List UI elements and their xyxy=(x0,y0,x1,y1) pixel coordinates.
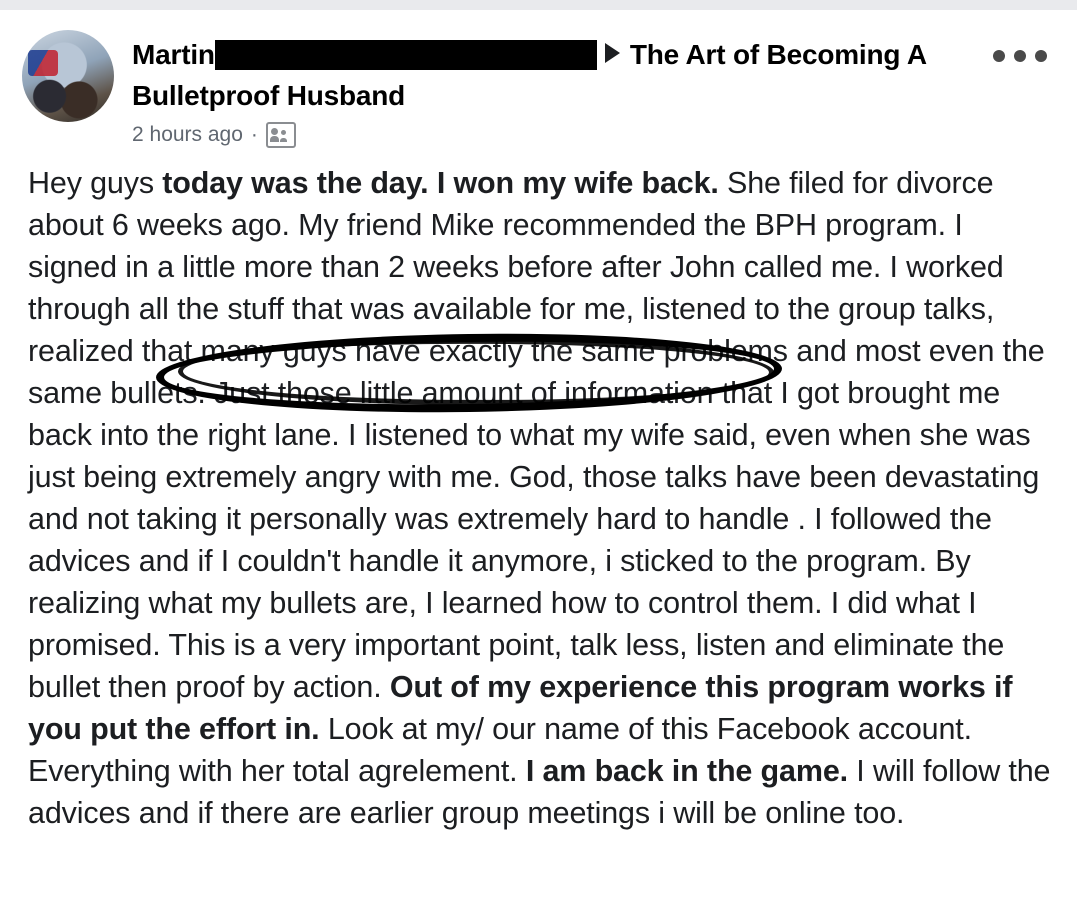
post-body-segment-4: I will follow the advices and if there are earlier group meetings i will be online too. xyxy=(28,754,1051,830)
post-meta xyxy=(132,122,1055,148)
post-group-name[interactable]: The Art of Becoming A Bulletproof Husband xyxy=(132,39,926,111)
post-body-segment-1: Hey guys xyxy=(28,166,163,200)
meta-separator: · xyxy=(250,123,258,146)
post-to-group-arrow-icon xyxy=(605,43,620,63)
post-body-highlighted-phrase: today was the day. I won my wife back. xyxy=(162,166,719,200)
more-options-icon[interactable] xyxy=(993,46,1047,66)
post-body-segment-2: She filed for divorce about 6 weeks ago. My friend Mike recommended the BPH program. I signed in a little more than 2 weeks before after John called me. I worked through all the stuff that was available for me, listened to the group talks, realized that many guys have exactly the same problems and most even the same bullets. Just those little amount of information that I got brought me back into the right lane. I listened to what my wife said, even when she was just being extremely angry with me. God, those talks have been devastating and not taking it personally was extremely hard to handle . I followed the advices and if I couldn't handle it anymore, i sticked to the program. By realizing what my bullets are, I learned how to control them. I did what I promised. This is a very important point, talk less, listen and eliminate the bullet then proof by action. xyxy=(28,166,1045,704)
redacted-surname-block xyxy=(215,40,597,70)
post-timestamp[interactable]: 2 hours ago xyxy=(132,123,243,146)
avatar[interactable] xyxy=(22,30,114,122)
post-body-bold-2: I am back in the game. xyxy=(525,754,848,788)
post-header xyxy=(0,10,1077,148)
post-body xyxy=(28,162,1057,834)
post-body-bold-1: Out of my experience this program works if you put the effort in. xyxy=(28,670,1013,746)
post-attribution-line xyxy=(132,34,1055,116)
post-body-segment-3: Look at my/ our name of this Facebook account. Everything with her total agrelement. xyxy=(28,712,972,788)
facebook-post xyxy=(0,10,1077,920)
post-header-text xyxy=(132,28,1055,148)
post-author-name[interactable]: Martin xyxy=(132,39,215,70)
page-top-strip xyxy=(0,0,1077,10)
group-audience-icon[interactable] xyxy=(266,122,296,148)
